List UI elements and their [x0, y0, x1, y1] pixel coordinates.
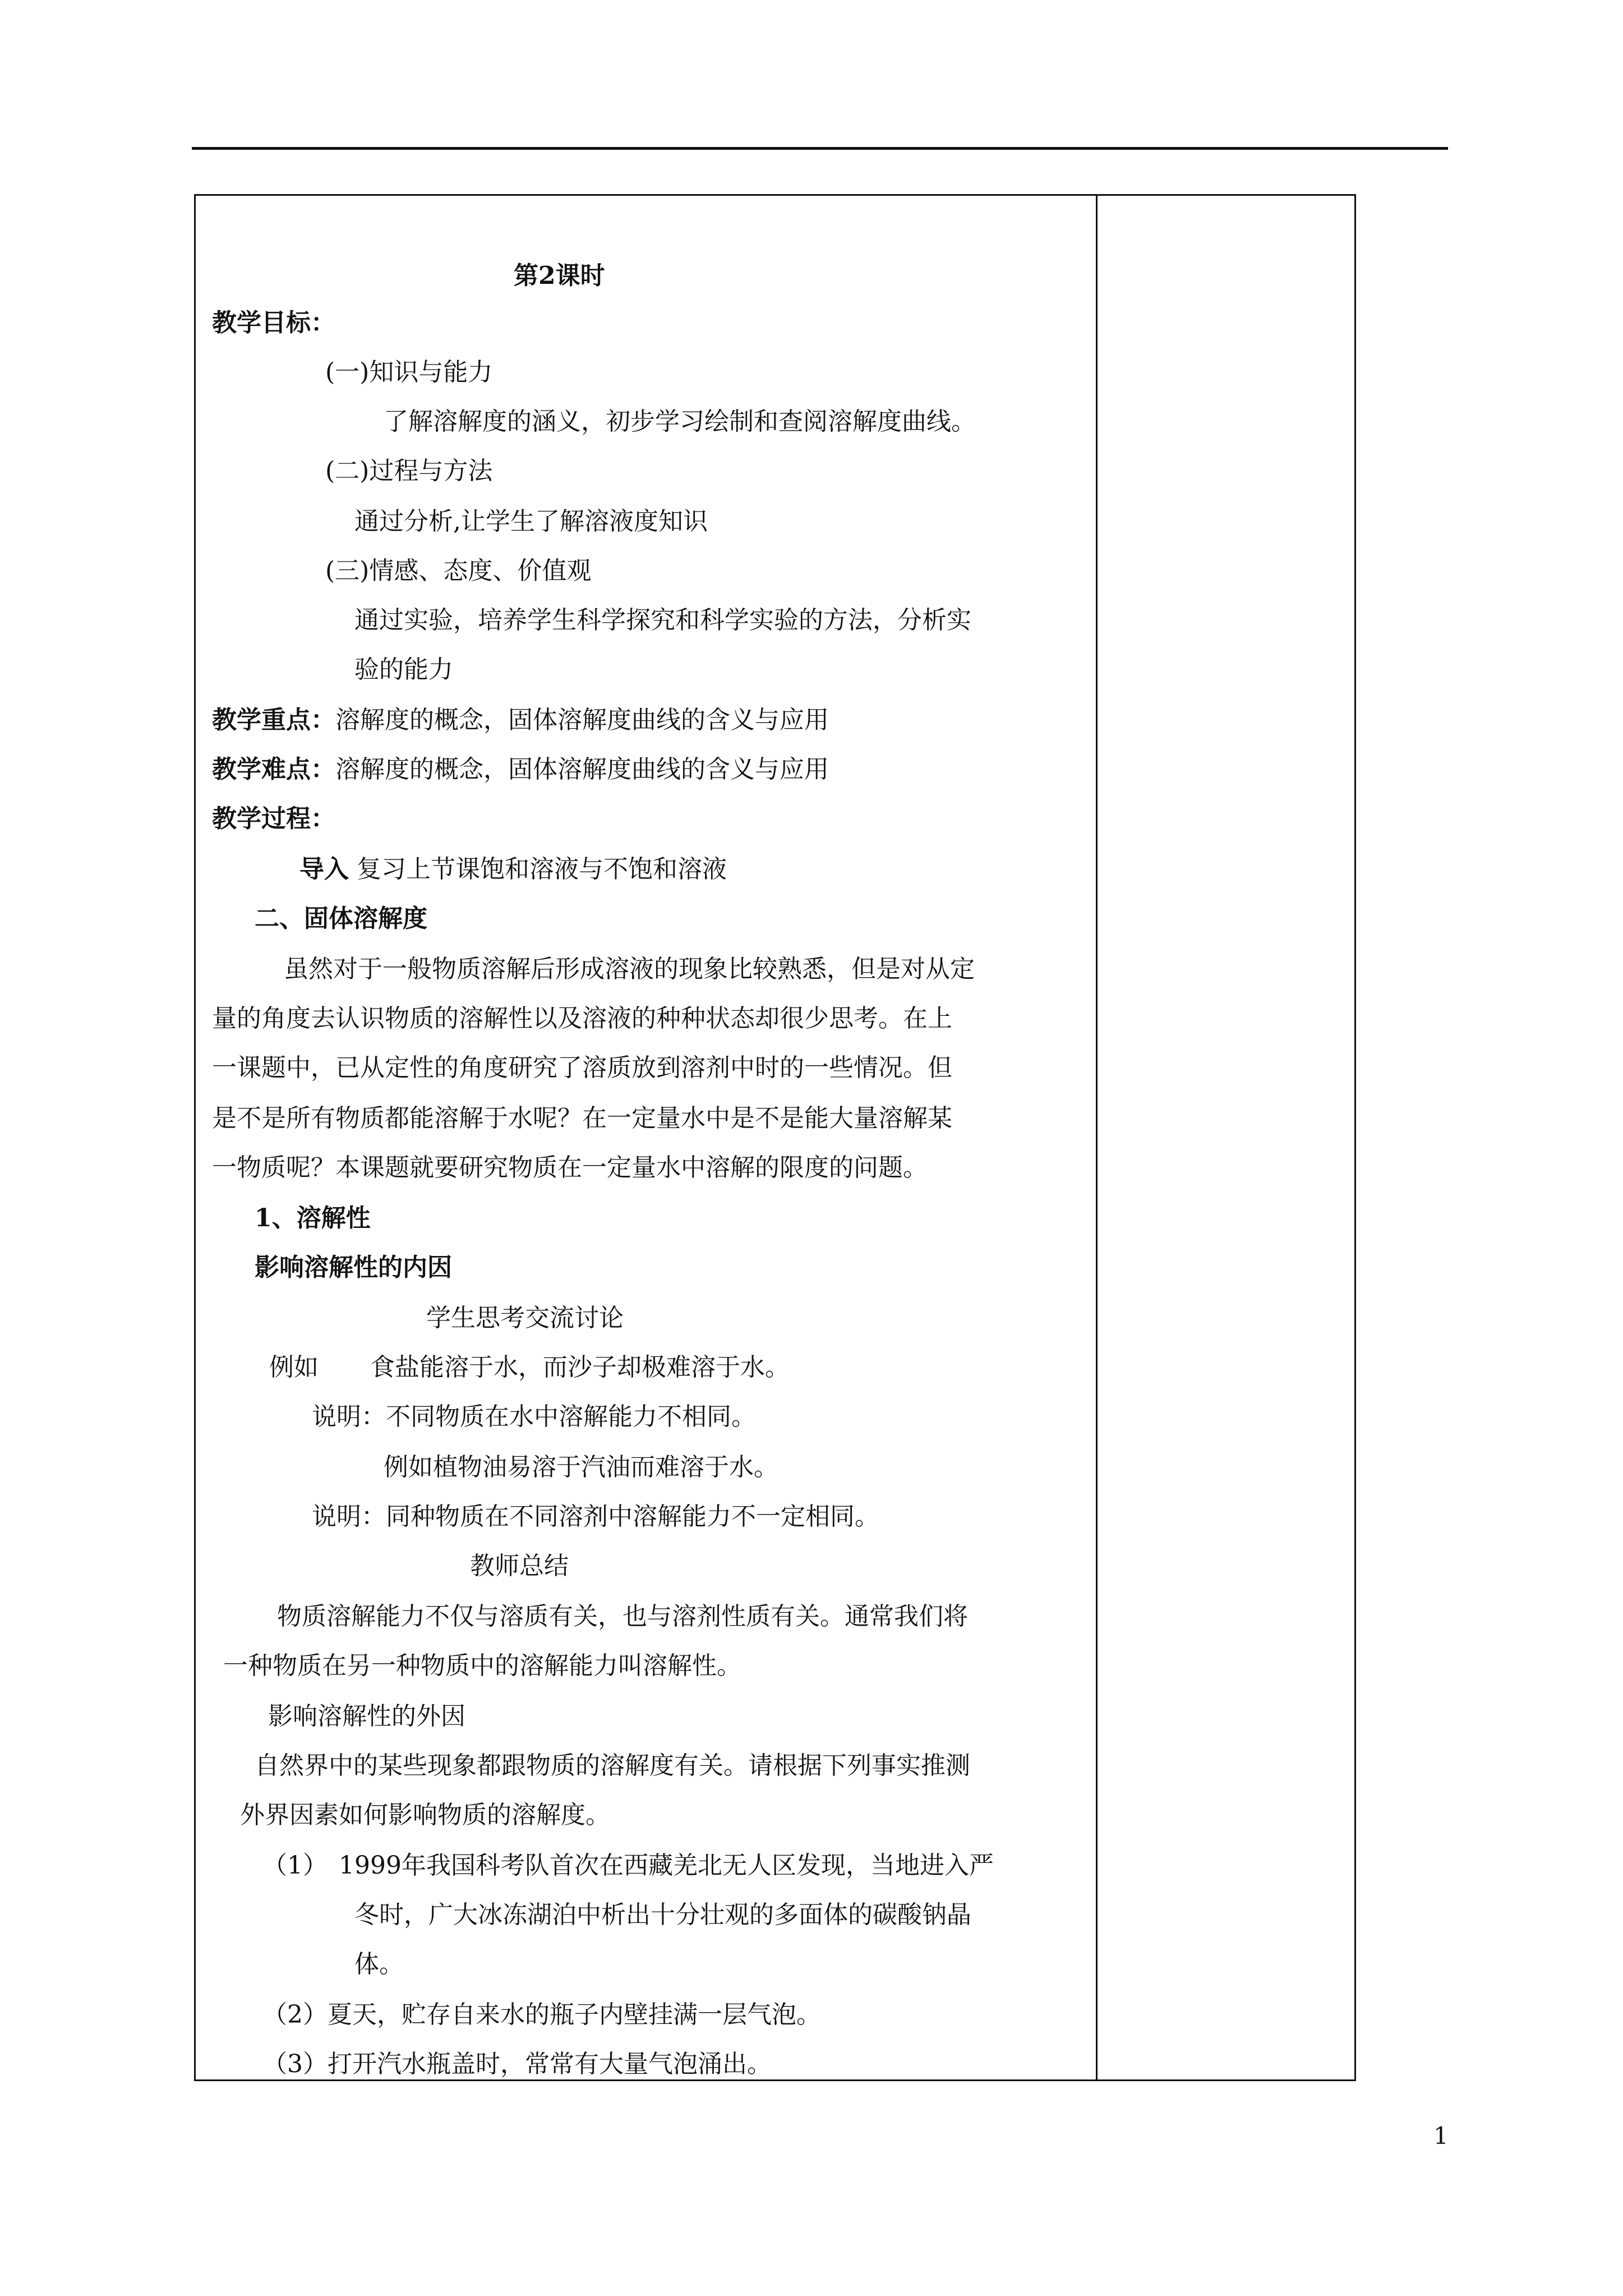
paragraph-line: 量的角度去认识物质的溶解性以及溶液的种种状态却很少思考。在上: [212, 1004, 952, 1033]
page-number: 1: [1433, 2122, 1449, 2150]
key-points: [212, 703, 829, 737]
nature-line-1: 自然界中的某些现象都跟物质的溶解度有关。请根据下列事实推测: [255, 1751, 970, 1780]
explanation-1: 说明：不同物质在水中溶解能力不相同。: [312, 1402, 756, 1431]
fact-1-marker: （1）: [262, 1851, 328, 1880]
header-rule: [192, 147, 1448, 150]
key-points-label: 教学重点：: [212, 706, 335, 734]
knowledge-heading: (一)知识与能力: [325, 358, 493, 386]
summary-line-2: 一种物质在另一种物质中的溶解能力叫溶解性。: [223, 1651, 741, 1680]
fact-1-line-2: 冬时，广大冰冻湖泊中析出十分壮观的多面体的碳酸钠晶: [354, 1901, 971, 1929]
attitude-text-line-2: 验的能力: [354, 655, 453, 684]
process-text: 通过分析,让学生了解溶液度知识: [354, 507, 708, 536]
student-discussion: 学生思考交流讨论: [426, 1304, 624, 1332]
process-heading: (二)过程与方法: [325, 457, 493, 485]
key-points-text: 溶解度的概念，固体溶解度曲线的含义与应用: [335, 706, 829, 734]
external-factor-heading: 影响溶解性的外因: [268, 1702, 465, 1731]
paragraph-line: 一课题中，已从定性的角度研究了溶质放到溶剂中时的一些情况。但: [212, 1053, 952, 1082]
paragraph-line: 虽然对于一般物质溶解后形成溶液的现象比较熟悉，但是对从定: [284, 955, 975, 983]
paragraph-line: 是不是所有物质都能溶解于水呢？在一定量水中是不是能大量溶解某: [212, 1104, 952, 1133]
difficult-points: [212, 753, 829, 786]
fact-1-line-3: 体。: [354, 1950, 404, 1978]
summary-line-1: 物质溶解能力不仅与溶质有关，也与溶剂性质有关。通常我们将: [277, 1602, 968, 1631]
section-two-heading: 二、固体溶解度: [255, 904, 427, 933]
attitude-text-line-1: 通过实验，培养学生科学探究和科学实验的方法，分析实: [354, 606, 971, 634]
fact-2: （2）夏天，贮存自来水的瓶子内壁挂满一层气泡。: [262, 2000, 821, 2029]
explanation-2: 说明：同种物质在不同溶剂中溶解能力不一定相同。: [312, 1502, 879, 1531]
intro-line: [299, 853, 727, 886]
difficult-points-text: 溶解度的概念，固体溶解度曲线的含义与应用: [335, 755, 829, 784]
difficult-points-label: 教学难点：: [212, 755, 335, 784]
fact-3: （3）打开汽水瓶盖时，常常有大量气泡涌出。: [262, 2050, 772, 2078]
internal-factor-heading: 影响溶解性的内因: [255, 1253, 452, 1282]
solubility-heading: 1、溶解性: [255, 1204, 371, 1232]
knowledge-text: 了解溶解度的涵义，初步学习绘制和查阅溶解度曲线。: [384, 407, 976, 436]
example-1-label: 例如: [269, 1353, 319, 1382]
fact-1-line-1: 1999年我国科考队首次在西藏羌北无人区发现，当地进入严: [339, 1851, 994, 1880]
lesson-title: 第2课时: [514, 261, 605, 290]
teacher-summary: 教师总结: [470, 1552, 569, 1580]
intro-text: 复习上节课饱和溶液与不饱和溶液: [357, 855, 727, 884]
example-1-text: 食盐能溶于水，而沙子却极难溶于水。: [370, 1353, 790, 1382]
example-2: 例如植物油易溶于汽油而难溶于水。: [384, 1453, 778, 1481]
attitude-heading: (三)情感、态度、价值观: [325, 556, 592, 585]
intro-label: 导入: [299, 855, 349, 884]
notes-column-divider: [1096, 196, 1098, 2079]
procedure-heading: 教学过程：: [212, 804, 335, 833]
paragraph-line: 一物质呢？本课题就要研究物质在一定量水中溶解的限度的问题。: [212, 1153, 928, 1182]
objectives-heading: 教学目标：: [212, 309, 335, 337]
nature-line-2: 外界因素如何影响物质的溶解度。: [240, 1801, 610, 1829]
